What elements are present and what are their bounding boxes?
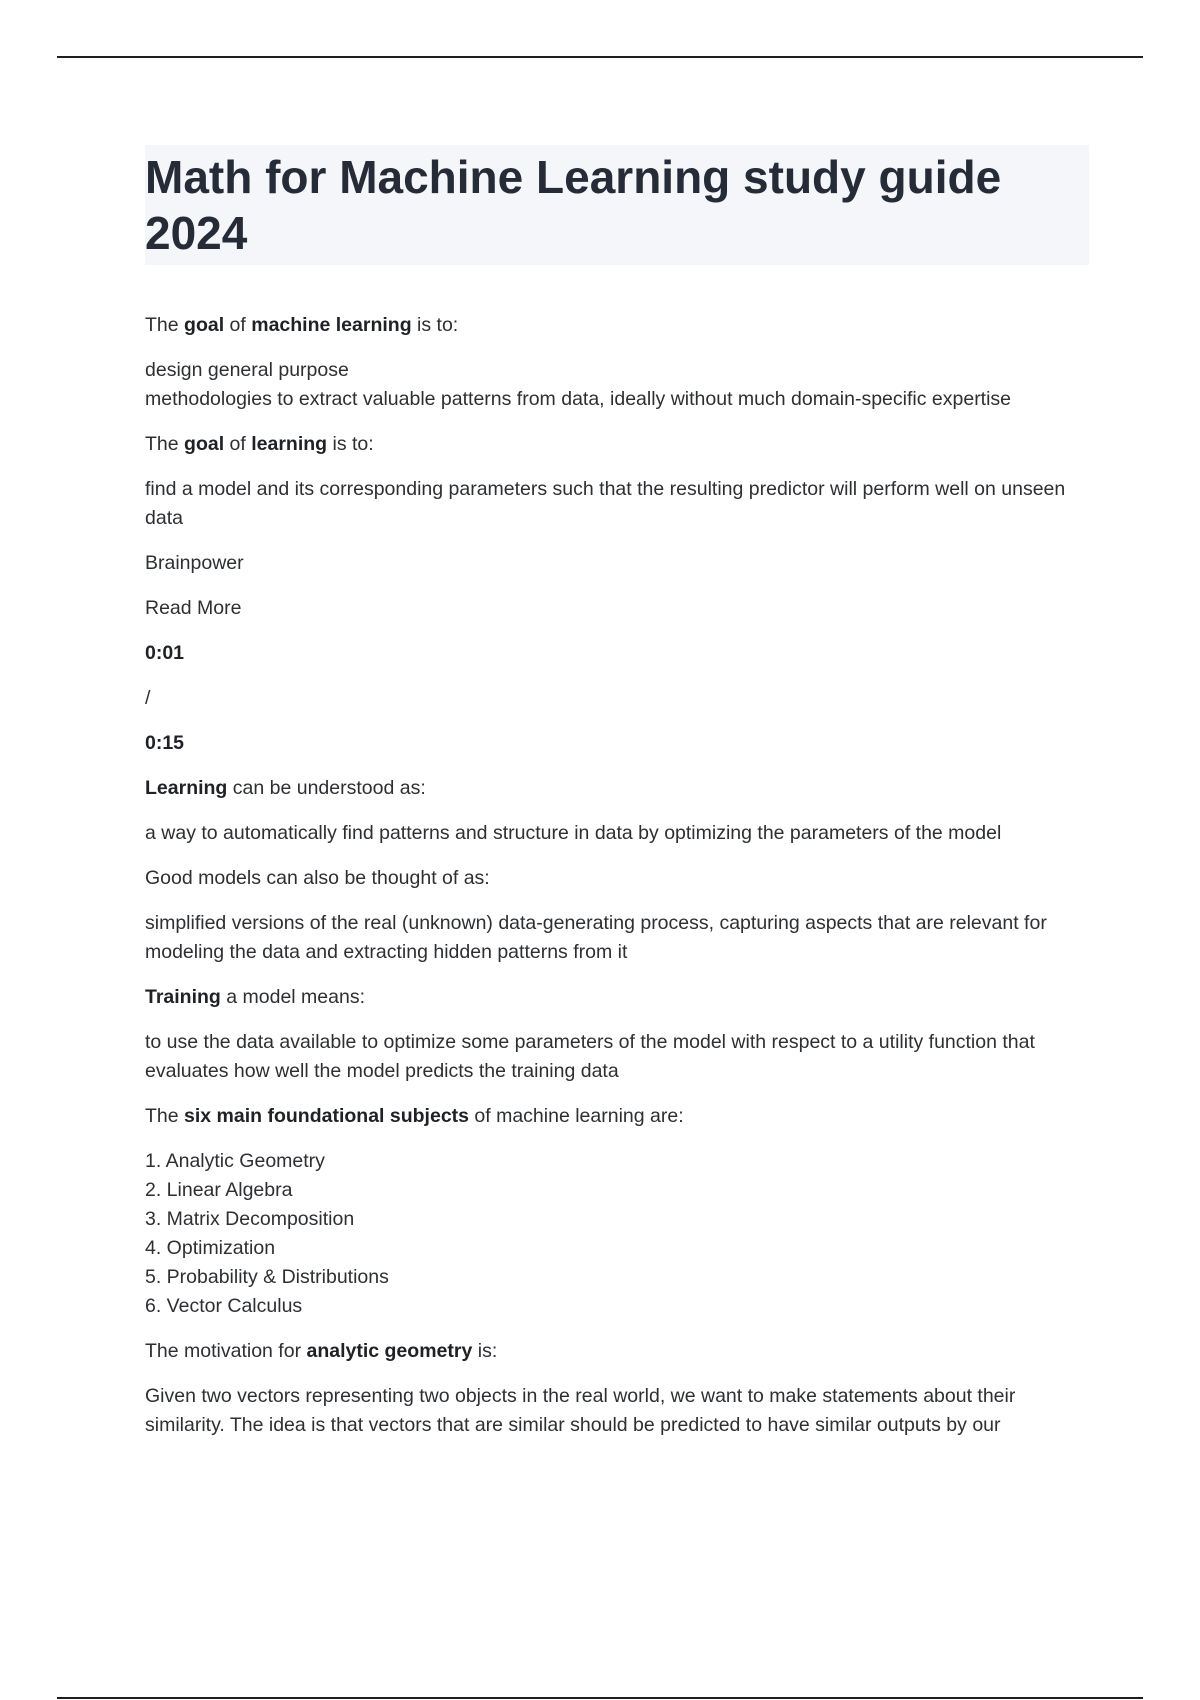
bottom-rule [57,1697,1143,1699]
question-foundational-subjects: The six main foundational subjects of machine learning are: [145,1105,684,1127]
answer-analytic-geometry: Given two vectors representing two objects in the real world, we want to make statements about their similarity. The idea is that vectors that are similar should be predicted to have similar outputs by our [145,1385,1016,1436]
list-item: 3. Matrix Decomposition [145,1208,355,1230]
brainpower-label: Brainpower [145,552,244,574]
video-time-separator: / [145,687,151,709]
video-time-current: 0:01 [145,642,185,664]
document-title: Math for Machine Learning study guide 2024 [145,151,1002,259]
title-block [145,145,1089,265]
question-training: Training a model means: [145,986,365,1008]
list-item: 4. Optimization [145,1237,276,1259]
answer-training: to use the data available to optimize some parameters of the model with respect to a utility function that evaluates how well the model predicts the training data [145,1031,1035,1082]
question-good-models: Good models can also be thought of as: [145,867,490,889]
list-item: 5. Probability & Distributions [145,1266,389,1288]
video-time-total: 0:15 [145,732,185,754]
list-item: 2. Linear Algebra [145,1179,293,1201]
list-item: 6. Vector Calculus [145,1295,303,1317]
subjects-list [145,1147,1089,1321]
question-learning-goal: The goal of learning is to: [145,433,374,455]
question-ml-goal: The goal of machine learning is to: [145,314,459,336]
question-analytic-geometry: The motivation for analytic geometry is: [145,1340,498,1362]
answer-learning-goal: find a model and its corresponding parameters such that the resulting predictor will perform well on unseen data [145,478,1066,529]
answer-good-models: simplified versions of the real (unknown) data-generating process, capturing aspects that are relevant for modeling the data and extracting hidden patterns from it [145,912,1047,963]
list-item: 1. Analytic Geometry [145,1150,325,1172]
question-learning-understood: Learning can be understood as: [145,777,426,799]
document-page [145,145,1089,1456]
answer-learning-understood: a way to automatically find patterns and structure in data by optimizing the parameters of the model [145,822,1002,844]
top-rule [57,56,1143,58]
read-more-link[interactable]: Read More [145,597,242,619]
answer-ml-goal: design general purpose methodologies to extract valuable patterns from data, ideally without much domain-specific expertise [145,359,1012,410]
